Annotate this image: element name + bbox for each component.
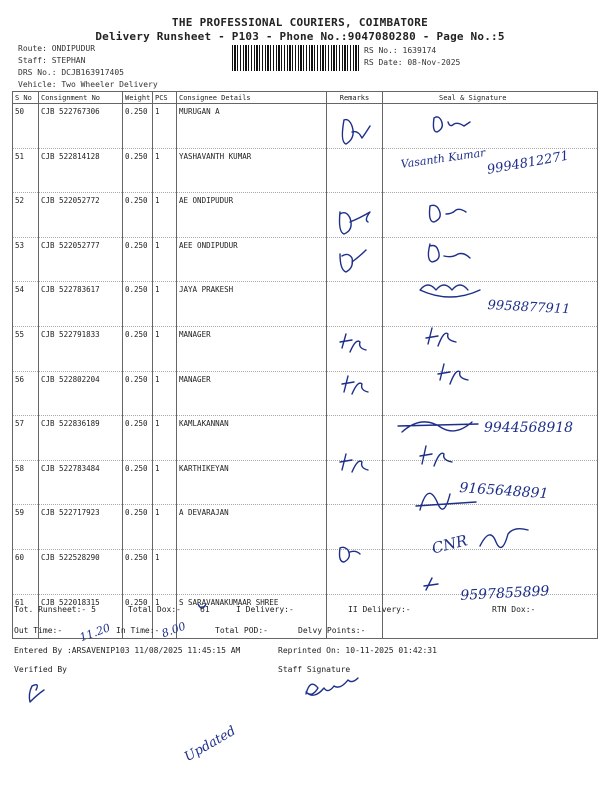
handwritten-in-time: 8.00 [160, 619, 188, 641]
cell-remarks [327, 549, 383, 594]
cell-consignment: CJB 522802204 [39, 371, 123, 416]
cell-signature [383, 193, 598, 238]
cell-remarks [327, 416, 383, 461]
in-time-label: In Time:- [116, 626, 160, 635]
table-row [13, 371, 598, 416]
cell-consignment: CJB 522528290 [39, 549, 123, 594]
entered-by: Entered By :ARSAVENIP103 11/08/2025 11:45:15 AM [14, 646, 241, 655]
runsheet-subtitle: Delivery Runsheet - P103 - Phone No.:9047080280 - Page No.:5 [95, 30, 505, 43]
cell-weight: 0.250 [123, 237, 153, 282]
cell-consignment: CJB 522783617 [39, 282, 123, 327]
ii-delivery: II Delivery:- [348, 605, 411, 614]
col-header-sno: S No [13, 92, 39, 104]
cell-consignee: KARTHIKEYAN [177, 460, 327, 505]
cell-sno: 56 [13, 371, 39, 416]
handwritten-phone-51: 9994812271 [486, 148, 571, 178]
col-header-consignee: Consignee Details [177, 92, 327, 104]
cell-sno: 55 [13, 326, 39, 371]
table-row [13, 326, 598, 371]
cell-consignment: CJB 522052772 [39, 193, 123, 238]
cell-consignee [177, 549, 327, 594]
cell-remarks [327, 193, 383, 238]
cell-consignee: MANAGER [177, 326, 327, 371]
cell-consignment: CJB 522052777 [39, 237, 123, 282]
cell-weight: 0.250 [123, 282, 153, 327]
cell-consignment: CJB 522717923 [39, 505, 123, 550]
cell-weight: 0.250 [123, 326, 153, 371]
cell-signature [383, 104, 598, 149]
rs-number: RS No.: 1639174 [364, 46, 437, 55]
cell-signature [383, 326, 598, 371]
cell-consignment: CJB 522767306 [39, 104, 123, 149]
cell-remarks [327, 326, 383, 371]
cell-pcs: 1 [153, 594, 177, 639]
handwritten-phone-61: 9597855899 [460, 583, 550, 604]
handwritten-name-51: Vasanth Kumar [400, 146, 487, 171]
handwritten-out-time: 11.20 [78, 621, 113, 645]
cell-remarks [327, 371, 383, 416]
cell-consignee: JAYA PRAKESH [177, 282, 327, 327]
cell-sno: 58 [13, 460, 39, 505]
table-row [13, 104, 598, 149]
i-delivery: I Delivery:- [236, 605, 294, 614]
cell-remarks [327, 460, 383, 505]
cell-consignee: AE ONDIPUDUR [177, 193, 327, 238]
cell-weight: 0.250 [123, 549, 153, 594]
cell-weight: 0.250 [123, 193, 153, 238]
cell-pcs: 1 [153, 326, 177, 371]
cell-remarks [327, 237, 383, 282]
cell-weight: 0.250 [123, 371, 153, 416]
handwritten-updated-note: Updated [182, 723, 239, 765]
cell-consignee: AEE ONDIPUDUR [177, 237, 327, 282]
cell-sno: 53 [13, 237, 39, 282]
total-dox-label: Total Dox:- [128, 605, 181, 614]
total-dox-value: 61 [200, 605, 210, 614]
cell-weight: 0.250 [123, 104, 153, 149]
cell-pcs: 1 [153, 371, 177, 416]
cell-consignment: CJB 522836189 [39, 416, 123, 461]
cell-signature [383, 371, 598, 416]
cell-signature [383, 505, 598, 550]
cell-weight: 0.250 [123, 460, 153, 505]
cell-weight: 0.250 [123, 594, 153, 639]
table-row [13, 505, 598, 550]
cell-consignee: MANAGER [177, 371, 327, 416]
cell-sno: 52 [13, 193, 39, 238]
cell-remarks [327, 282, 383, 327]
cell-pcs: 1 [153, 193, 177, 238]
col-header-consignment: Consignment No [39, 92, 123, 104]
cell-consignment: CJB 522791833 [39, 326, 123, 371]
cell-pcs: 1 [153, 104, 177, 149]
table-row [13, 237, 598, 282]
cell-consignee: KAMLAKANNAN [177, 416, 327, 461]
tot-runsheet: Tot. Runsheet:- 5 [14, 605, 96, 614]
handwritten-phone-57: 9944568918 [484, 420, 574, 436]
handwritten-cnr-60: CNR [430, 531, 470, 558]
rs-date: RS Date: 08-Nov-2025 [364, 58, 461, 67]
col-header-pcs: PCS [153, 92, 177, 104]
reprinted-on: Reprinted On: 10-11-2025 01:42:31 [278, 646, 437, 655]
company-title: THE PROFESSIONAL COURIERS, COIMBATORE [171, 16, 429, 29]
cell-consignment: CJB 522018315 [39, 594, 123, 639]
table-row [13, 193, 598, 238]
cell-consignment: CJB 522814128 [39, 148, 123, 193]
verified-by: Verified By [14, 665, 67, 674]
rtn-dox: RTN Dox:- [492, 605, 536, 614]
cell-sno: 61 [13, 594, 39, 639]
cell-pcs: 1 [153, 416, 177, 461]
cell-weight: 0.250 [123, 416, 153, 461]
total-pod-label: Total POD:- [215, 626, 268, 635]
cell-remarks [327, 148, 383, 193]
cell-sno: 50 [13, 104, 39, 149]
verified-signature [29, 685, 44, 702]
cell-consignment: CJB 522783484 [39, 460, 123, 505]
col-header-weight: Weight [123, 92, 153, 104]
cell-consignee: MURUGAN A [177, 104, 327, 149]
vehicle-label: Vehicle: Two Wheeler Delivery [18, 80, 158, 89]
staff-signature-label: Staff Signature [278, 665, 351, 674]
staff-signature [306, 678, 358, 695]
cell-sno: 57 [13, 416, 39, 461]
cell-sno: 60 [13, 549, 39, 594]
cell-sno: 54 [13, 282, 39, 327]
delvy-points-label: Delvy Points:- [298, 626, 366, 635]
cell-weight: 0.250 [123, 505, 153, 550]
cell-sno: 51 [13, 148, 39, 193]
handwritten-phone-59: 9165648891 [458, 480, 549, 503]
cell-consignee: YASHAVANTH KUMAR [177, 148, 327, 193]
cell-pcs: 1 [153, 460, 177, 505]
cell-pcs: 1 [153, 549, 177, 594]
col-header-signature: Seal & Signature [383, 92, 598, 104]
cell-signature [383, 237, 598, 282]
route-label: Route: ONDIPUDUR [18, 44, 96, 53]
out-time-label: Out Time:- [14, 626, 63, 635]
col-header-remarks: Remarks [327, 92, 383, 104]
cell-weight: 0.250 [123, 148, 153, 193]
cell-pcs: 1 [153, 282, 177, 327]
cell-remarks [327, 104, 383, 149]
cell-consignee: S SARAVANAKUMAAR SHREE [177, 594, 327, 639]
barcode [232, 45, 360, 71]
table-header-row [13, 92, 598, 104]
cell-pcs: 1 [153, 237, 177, 282]
cell-remarks [327, 505, 383, 550]
drs-label: DRS No.: DCJB163917405 [18, 68, 124, 77]
staff-label: Staff: STEPHAN [18, 56, 86, 65]
cell-pcs: 1 [153, 505, 177, 550]
handwritten-phone-54: 9958877911 [487, 298, 571, 318]
cell-pcs: 1 [153, 148, 177, 193]
cell-sno: 59 [13, 505, 39, 550]
cell-consignee: A DEVARAJAN [177, 505, 327, 550]
